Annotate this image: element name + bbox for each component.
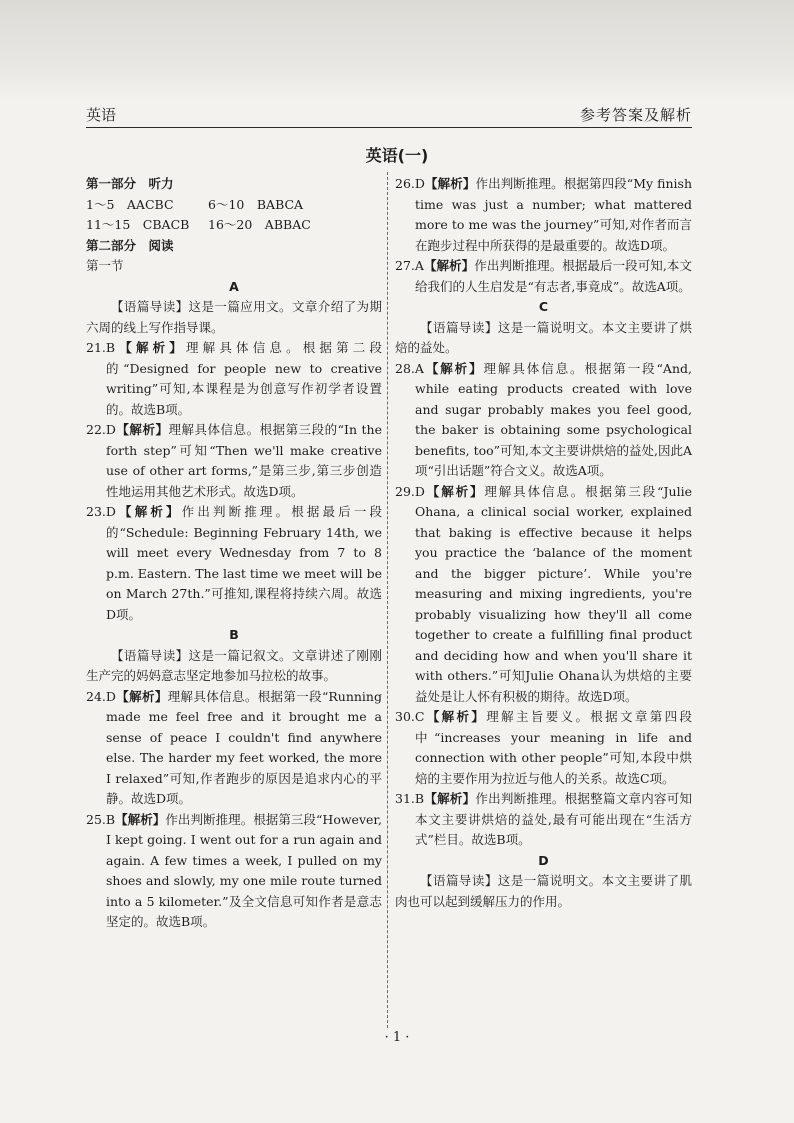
scan-shadow-band — [0, 0, 794, 100]
answer-number: 24.D — [86, 688, 116, 704]
answer-text: 作出判断推理。根据最后一段可知,本文给我们的人生启发是“有志者,事竟成”。故选A项。 — [415, 258, 692, 294]
answer-text: 作出判断推理。根据第四段“My finish time was just a number; what mattered more to me was the journey”可知,对作者而言在跑步过程中所获得的是最重要的。故选D项。 — [415, 176, 692, 253]
column-divider — [387, 172, 388, 1028]
left-column — [86, 174, 382, 933]
page-header — [86, 104, 692, 128]
listening-answers-a: 1～5 AACBC — [86, 196, 174, 212]
answer-text: 理解具体信息。根据第一段“And, while eating products created with love and sugar probably makes you feel good, the baker is obtaining some psychological benefits, too”可知,本文主要讲烘焙的益处,因此A项“引出话题”符合文义。故选A项。 — [415, 360, 693, 478]
answer-text: 理解具体信息。根据第三段“Julie Ohana, a clinical social worker, explained that baking is effective because it helps you practice the ‘balance of the moment and the bigger picture’. While you're measuring and mixing ingredients, you're probably visualizing how they'll all come together to create a fulfilling final product and deciding how and when you'll share it with others.”可知Julie Ohana认为烘焙的主要益处是让人怀有积极的期待。故选D项。 — [415, 483, 692, 704]
passage-c-guide: 【语篇导读】这是一篇说明文。本文主要讲了烘焙的益处。 — [395, 319, 692, 355]
answer-number: 26.D — [395, 176, 425, 191]
header-rule — [86, 127, 692, 128]
answer-number: 25.B — [86, 811, 116, 827]
answer-item-26 — [395, 174, 692, 256]
listening-row — [86, 195, 382, 216]
document-title: 英语(一) — [365, 146, 429, 165]
answer-number: 22.D — [86, 422, 116, 437]
passage-a-letter: A — [229, 278, 239, 294]
answer-text: 理解具体信息。根据第三段的“In the forth step”可知“Then we'll make creative use of other art forms,”是第三步,第三步创造性地运用其他艺术形式。故选D项。 — [106, 422, 382, 499]
header-right-title: 参考答案及解析 — [579, 106, 692, 124]
analysis-tag: 【解析】 — [424, 176, 476, 191]
passage-b-guide: 【语篇导读】这是一篇记叙文。文章讲述了刚刚生产完的妈妈意志坚定地参加马拉松的故事。 — [86, 647, 382, 683]
answer-number: 29.D — [395, 483, 425, 499]
answer-text: 作出判断推理。根据整篇文章内容可知本文主要讲烘焙的益处,最有可能出现在“生活方式”栏目。故选B项。 — [415, 791, 692, 847]
answer-item-29 — [395, 482, 692, 708]
answer-text: 理解具体信息。根据第二段的“Designed for people new to creative writing”可知,本课程是为创意写作初学者设置的。故选B项。 — [106, 340, 382, 417]
answer-text: 理解主旨要义。根据文章第四段中“increases your meaning in life and connection with other people”可知,本段中烘焙的主要作用为拉近与他人的关系。故选C项。 — [415, 709, 692, 786]
passage-c-letter: C — [538, 299, 549, 314]
answer-number: 31.B — [395, 791, 425, 806]
analysis-tag: 【解析】 — [423, 360, 484, 376]
listening-answers-a: 11～15 CBACB — [86, 217, 190, 232]
listening-answers-b: 6～10 BABCA — [208, 196, 304, 212]
passage-d-letter: D — [538, 852, 549, 868]
analysis-tag: 【解析】 — [424, 791, 476, 806]
analysis-tag: 【解析】 — [115, 688, 168, 704]
answer-item-22 — [86, 420, 382, 502]
analysis-tag: 【解析】 — [424, 483, 485, 499]
answer-number: 21.B — [86, 340, 116, 355]
answer-item-30 — [395, 707, 692, 789]
answer-text: 理解具体信息。根据第一段“Running made me feel free and it brought me a sense of peace I couldn't find anywhere else. The harder my feet worked, the more I relaxed”可知,作者跑步的原因是追求内心的平静。故选D项。 — [106, 688, 382, 806]
answer-item-27 — [395, 256, 692, 297]
answer-text: 作出判断推理。根据第三段“However, I kept going. I went out for a run again and again. A few times a week, I pulled on my shoes and slowly, my one mile route turned into a 5 kilometer.”及全文信息可知作者是意志坚定的。故选B项。 — [106, 811, 382, 929]
passage-d-guide: 【语篇导读】这是一篇说明文。本文主要讲了肌肉也可以起到缓解压力的作用。 — [395, 873, 692, 909]
listening-row — [86, 215, 382, 236]
passage-a-guide: 【语篇导读】这是一篇应用文。文章介绍了为期六周的线上写作指导课。 — [86, 299, 382, 335]
right-column — [395, 174, 692, 912]
answer-item-31 — [395, 789, 692, 851]
part1-heading: 第一部分 听力 — [86, 176, 174, 191]
analysis-tag: 【解析】 — [115, 811, 166, 827]
answer-number: 28.A — [395, 360, 424, 376]
passage-b-letter: B — [229, 627, 239, 642]
analysis-tag: 【解析】 — [423, 258, 475, 273]
page-number: · 1 · — [384, 1030, 410, 1045]
answer-item-28 — [395, 359, 692, 482]
part2-heading: 第二部分 阅读 — [86, 237, 174, 253]
analysis-tag: 【解析】 — [115, 422, 169, 437]
answer-number: 30.C — [395, 709, 425, 724]
answer-text: 作出判断推理。根据最后一段的“Schedule: Beginning February 14th, we will meet every Wednesday from 7 to 8 p.m. Eastern. The last time we meet will be on March 27th.”可推知,课程将持续六周。故选D项。 — [106, 504, 382, 622]
answer-number: 23.D — [86, 504, 116, 519]
listening-answers-b: 16～20 ABBAC — [208, 217, 311, 232]
header-subject: 英语 — [86, 106, 117, 124]
analysis-tag: 【解析】 — [115, 504, 182, 519]
answer-number: 27.A — [395, 258, 424, 273]
answer-item-25 — [86, 810, 382, 933]
answer-item-21 — [86, 338, 382, 420]
answer-item-23 — [86, 502, 382, 625]
analysis-tag: 【解析】 — [115, 340, 186, 355]
answer-item-24 — [86, 687, 382, 810]
analysis-tag: 【解析】 — [424, 709, 487, 724]
section1-heading: 第一节 — [86, 258, 124, 273]
